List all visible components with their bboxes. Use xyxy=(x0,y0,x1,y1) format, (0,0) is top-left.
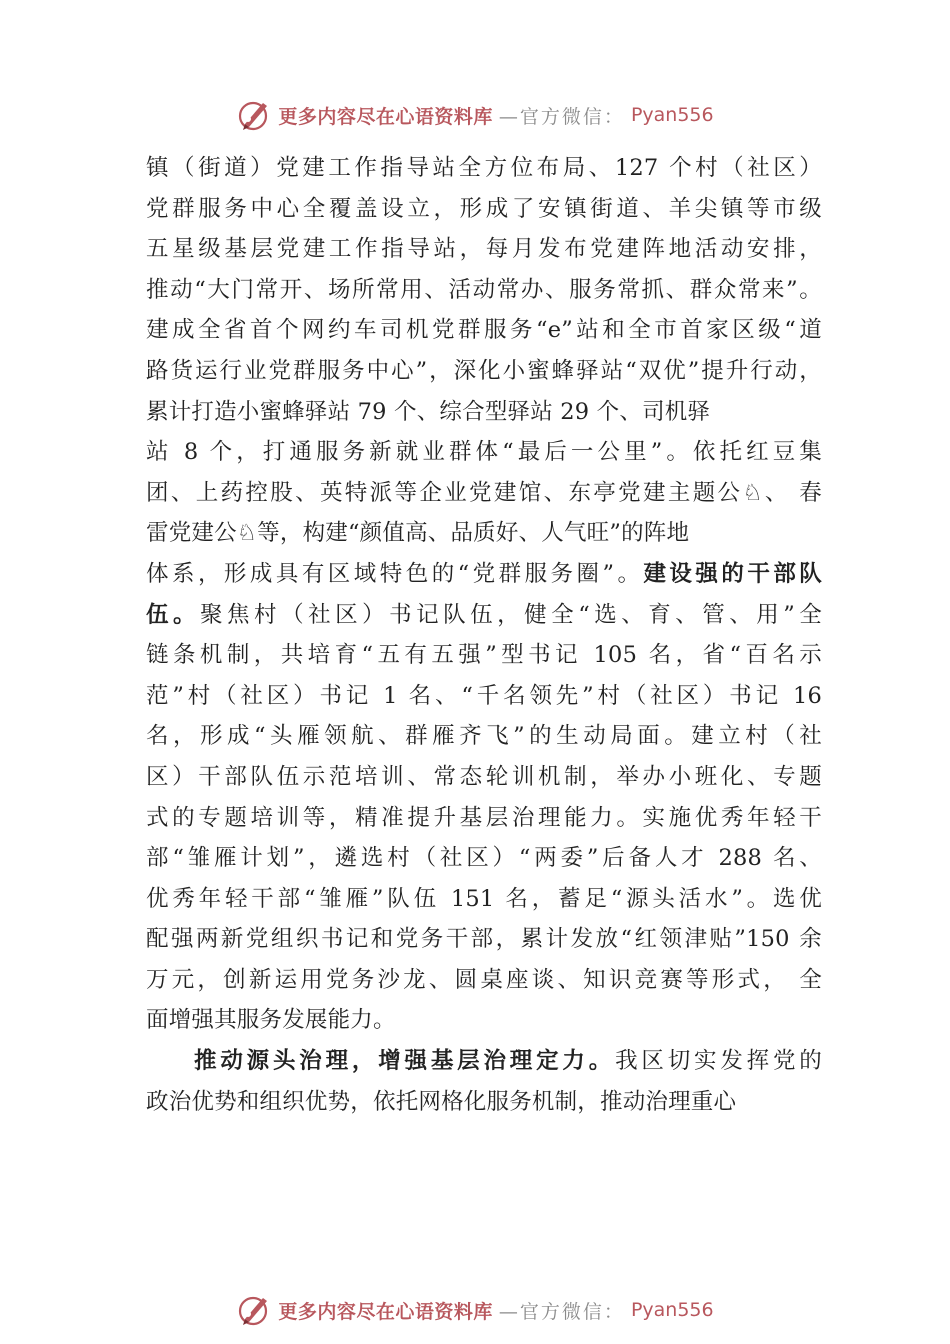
text-line: 政治优势和组织优势，依托网格化服务机制，推动治理重心 xyxy=(146,1088,737,1115)
text-line: 范”村（社区）书记 1 名、“千名领先”村（社区）书记 16 xyxy=(146,682,822,709)
text-line: 配强两新党组织书记和党务干部，累计发放“红领津贴”150 余 xyxy=(146,926,822,953)
text-line: 路货运行业党群服务中心”，深化小蜜蜂驿站“双优”提升行动， xyxy=(146,357,822,384)
text-line: 站 8 个，打通服务新就业群体“最后一公里”。依托红豆集 xyxy=(146,439,822,466)
text-line: 五星级基层党建工作指导站，每月发布党建阵地活动安排， xyxy=(146,236,822,263)
text-line: 伍。聚焦村（社区）书记队伍，健全“选、育、管、用”全 xyxy=(146,601,822,628)
watermark-title: 更多内容尽在心语资料库 xyxy=(278,105,493,128)
text-line: 雷党建公♘等，构建“颜值高、品质好、人气旺”的阵地 xyxy=(146,520,690,547)
paragraph-heading: 推动源头治理，增强基层治理定力。 xyxy=(194,1048,616,1075)
text-line: 式的专题培训等，精准提升基层治理能力。实施优秀年轻干 xyxy=(146,804,822,831)
section-heading: 伍。 xyxy=(146,601,201,628)
paragraph-first-line: 推动源头治理，增强基层治理定力。我区切实发挥党的 xyxy=(194,1048,822,1075)
text-line: 名，形成“头雁领航、群雁齐飞”的生动局面。建立村（社 xyxy=(146,723,822,750)
text-line: 部“雏雁计划”，遴选村（社区）“两委”后备人才 288 名、 xyxy=(146,845,822,872)
text-line: 推动“大门常开、场所常用、活动常办、服务常抓、群众常来”。 xyxy=(146,276,822,303)
section-heading: 建设强的干部队 xyxy=(643,560,822,587)
text-line: 万元，创新运用党务沙龙、圆桌座谈、知识竞赛等形式， 全 xyxy=(146,966,822,993)
pen-logo-icon xyxy=(236,97,272,133)
watermark-label: —官方微信： xyxy=(498,105,625,128)
watermark-wechat-id: Pyan556 xyxy=(630,1299,714,1321)
text-line: 优秀年轻干部“雏雁”队伍 151 名，蓄足“源头活水”。选优 xyxy=(146,885,822,912)
text-line: 镇（街道）党建工作指导站全方位布局、127 个村（社区） xyxy=(146,155,822,181)
text-line: 党群服务中心全覆盖设立，形成了安镇街道、羊尖镇等市级 xyxy=(146,195,822,222)
text-line: 累计打造小蜜蜂驿站 79 个、综合型驿站 29 个、司机驿 xyxy=(146,398,711,425)
watermark-label: —官方微信： xyxy=(498,1300,625,1323)
text-line: 团、上药控股、英特派等企业党建馆、东亭党建主题公♘、 春 xyxy=(146,479,822,506)
text-line: 体系，形成具有区域特色的“党群服务圈”。建设强的干部队 xyxy=(146,560,822,587)
document-body xyxy=(146,148,822,1122)
watermark-footer xyxy=(0,1290,950,1330)
text-line: 建成全省首个网约车司机党群服务“e”站和全市首家区级“道 xyxy=(146,317,822,344)
text-line: 链条机制，共培育“五有五强”型书记 105 名，省“百名示 xyxy=(146,642,822,669)
watermark-title: 更多内容尽在心语资料库 xyxy=(278,1300,493,1323)
text-line: 区）干部队伍示范培训、常态轮训机制，举办小班化、专题 xyxy=(146,763,822,790)
watermark-wechat-id: Pyan556 xyxy=(630,104,714,126)
pen-logo-icon xyxy=(236,1292,272,1328)
text-line: 面增强其服务发展能力。 xyxy=(146,1007,396,1034)
watermark-header xyxy=(0,95,950,135)
